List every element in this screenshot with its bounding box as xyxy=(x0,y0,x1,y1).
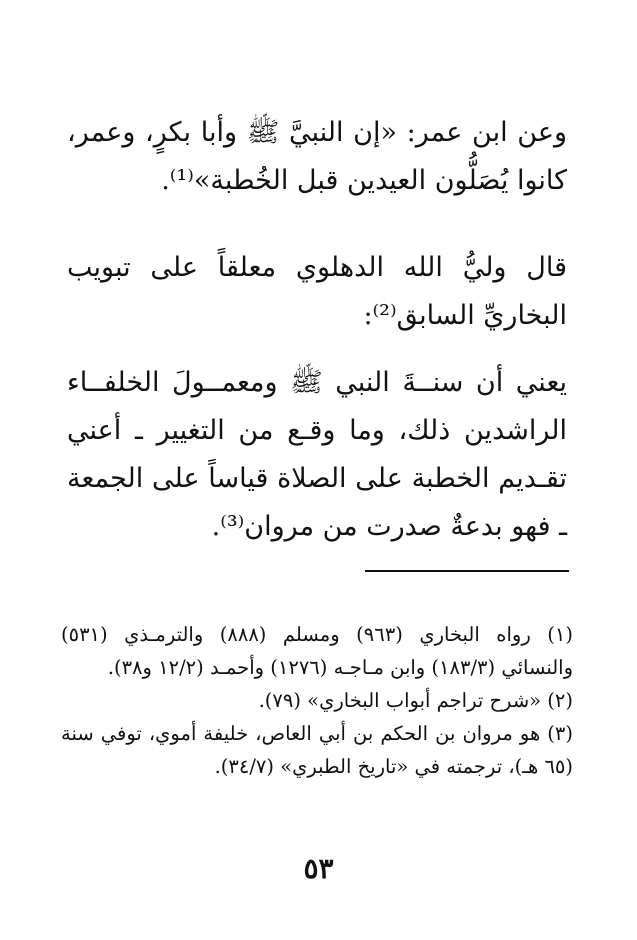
paragraph-dehlawi-intro: قال وليُّ الله الدهلوي معلقاً على تبويب البخاريِّ السابق⁽²⁾: xyxy=(67,252,567,331)
footnote-separator xyxy=(365,570,569,572)
footnote-2: (٢) «شرح تراجم أبواب البخاري» (٧٩). xyxy=(258,689,573,712)
footnote-3: (٣) هو مروان بن الحكم بن أبي العاص، خليفة أموي، توفي سنة (٦٥ هـ)، ترجمته في «تاريخ الطبري» (٣٤/٧). xyxy=(61,722,573,778)
paragraph-dehlawi-quote: يعني أن سنــةَ النبي ﷺ ومعمــولَ الخلفــاء الراشدين ذلك، وما وقـع من التغيير ـ أعني تقـديم الخطبة على الصلاة قياساً على الجمعة ـ فهو بدعةٌ صدرت من مروان⁽³⁾. xyxy=(67,367,567,542)
page-number: ٥٣ xyxy=(303,852,334,885)
paragraph-hadith-ibn-umar: وعن ابن عمر: «إن النبيَّ ﷺ وأبا بكرٍ، وعمر، كانوا يُصَلُّون العيدين قبل الخُطبة»⁽¹⁾. xyxy=(67,117,567,196)
footnotes xyxy=(61,618,573,783)
footnote-1: (١) رواه البخاري (٩٦٣) ومسلم (٨٨٨) والترمـذي (٥٣١) والنسائي (١٨٣/٣) وابن مـاجـه (١٢٧٦) وأحمـد (١٢/٢ و٣٨). xyxy=(61,623,573,679)
